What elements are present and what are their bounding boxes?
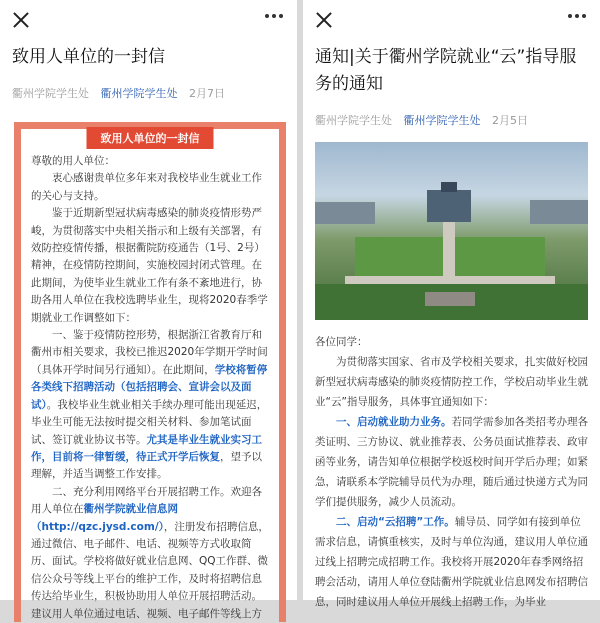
job-site-link[interactable]: 衢州学院就业信息网（http://qzc.jysd.com/） <box>31 503 178 533</box>
right-article-panel <box>303 0 600 608</box>
source-label: 衢州学院学生处 <box>315 114 392 127</box>
page-title: 致用人单位的一封信 <box>12 47 165 67</box>
text-run: 若同学需参加各类招考办理各类证明、三方协议、就业推荐表、公务员面试推荐表、政审函等业务，请告知单位根据学校返校时间开学后办理；如紧急，请联系本学院辅导员代为办理，随后通过快递方式为同学们提供服务，减少人员流动。 <box>315 416 588 508</box>
text-run: ，望予以理解，并适当调整工作安排。 <box>31 450 262 481</box>
text-run: 辅导员、同学如有接到单位需求信息，请慎重核实，及时与单位沟通，建议用人单位通过线上招聘完成招聘工作。我校将开展2020年春季网络招聘会活动，请用人单位登陆衢州学院就业信息网发布招聘信息，同时建议用人单位开展线上招聘工作，为毕业 <box>315 516 588 608</box>
letter-frame <box>14 122 286 622</box>
close-icon[interactable] <box>315 11 333 29</box>
article-greeting: 各位同学： <box>315 336 368 348</box>
publish-date: 2月5日 <box>492 114 528 127</box>
article-meta <box>0 85 297 101</box>
letter-paragraph: 鉴于近期新型冠状病毒感染的肺炎疫情形势严峻，为贯彻落实中央相关指示和上级有关部署，有效防控疫情传播，根据衢院防疫通告（1号、2号）精神，在疫情防控期间，实施校园封闭式管理。在此期间，为使毕业生就业工作有条不紊地进行，协助各用人单位在我校选聘毕业生，现将2020春季学期就业工作调整如下： <box>31 207 268 324</box>
account-link[interactable]: 衢州学院学生处 <box>403 114 481 127</box>
account-link[interactable]: 衢州学院学生处 <box>100 87 178 100</box>
left-topbar <box>0 0 297 44</box>
text-run: ，注册发布招聘信息，通过微信、电子邮件、电话、视频等方式收取简历、面试。学校将做好就业信息网、QQ工作群、微信公众号等线上平台的维护工作，及时将招聘信息传达给毕业生，积极协助用人单位开展招聘活动。建议用人单位通过电话、视频、电子邮件等线上方 <box>31 520 269 620</box>
page-title: 通知|关于衢州学院就业“云”指导服务的通知 <box>315 47 577 94</box>
highlight-text: 学校将暂停各类线下招聘活动（包括招聘会、宣讲会以及面试） <box>31 363 268 411</box>
section-heading: 二、启动“云招聘”工作。 <box>336 516 455 528</box>
text-run: 。我校毕业生就业相关手续办理可能出现延迟，毕业生可能无法按时提交相关材料、参加笔试面试、签订就业协议书等。 <box>31 398 268 446</box>
text-run: 二、充分利用网络平台开展招聘工作。欢迎各用人单位在 <box>31 485 262 516</box>
campus-aerial-photo <box>315 142 588 320</box>
article-body <box>303 320 600 612</box>
more-options-icon[interactable] <box>568 14 586 18</box>
letter-paragraph <box>31 327 271 484</box>
letter-paragraph <box>31 484 271 623</box>
right-topbar <box>303 0 600 44</box>
letter-banner: 致用人单位的一封信 <box>87 127 214 149</box>
article-paragraph: 为贯彻落实国家、省市及学校相关要求，扎实做好校园新型冠状病毒感染的肺炎疫情防控工作，学校启动毕业生就业“云”指导服务，具体事宜通知如下： <box>315 356 588 408</box>
close-icon[interactable] <box>12 11 30 29</box>
more-options-icon[interactable] <box>265 14 283 18</box>
publish-date: 2月7日 <box>189 87 225 100</box>
text-run: 一、鉴于疫情防控形势，根据浙江省教育厅和衢州市相关要求，我校已推迟2020年学期开学时间（具体开学时间另行通知）。在此期间， <box>31 329 268 376</box>
section-heading: 一、启动就业助力业务。 <box>336 416 452 428</box>
highlight-text: 尤其是毕业生就业实习工作，目前将一律暂缓，待正式开学后恢复 <box>31 433 262 463</box>
source-label: 衢州学院学生处 <box>12 87 89 100</box>
article-meta <box>303 112 600 128</box>
letter-paragraph: 衷心感谢贵单位多年来对我校毕业生就业工作的关心与支持。 <box>31 172 262 202</box>
letter-greeting: 尊敬的用人单位： <box>31 155 115 167</box>
letter-body <box>21 129 279 623</box>
left-article-panel <box>0 0 297 620</box>
article-paragraph <box>315 512 590 612</box>
article-paragraph <box>315 412 590 512</box>
